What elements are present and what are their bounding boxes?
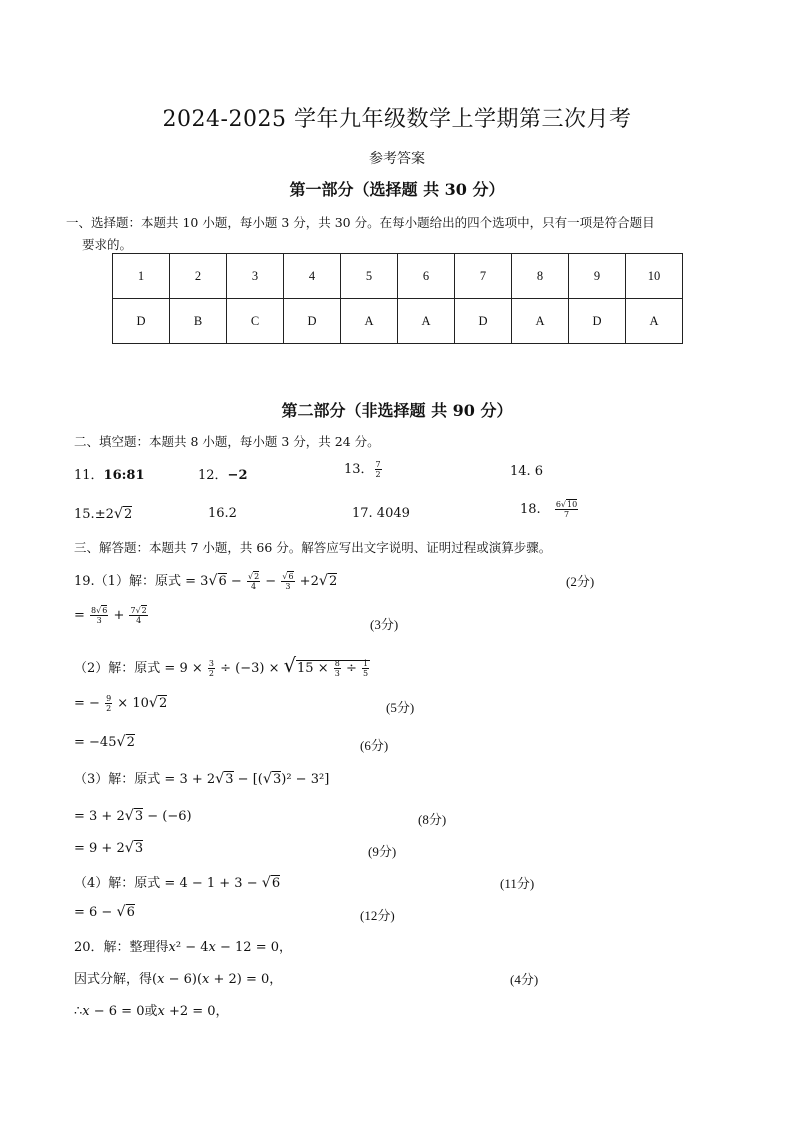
table-cell-number: 2 — [170, 254, 227, 299]
q19-part2-score-6: (6分) — [360, 738, 389, 753]
answer-13: 13． $\frac{7}{2}$ — [344, 460, 381, 479]
answer-17: 17. 4049 — [352, 506, 410, 521]
table-cell-number: 5 — [341, 254, 398, 299]
q19-part3-line1: （3）解：原式 = 3 + 2√3 − [(√3)² − 3²] — [74, 771, 330, 787]
table-cell-answer: A — [398, 299, 455, 344]
table-cell-answer: D — [284, 299, 341, 344]
table-cell-answer: D — [113, 299, 170, 344]
q19-part2-line3: = −45√2 — [74, 734, 135, 750]
table-cell-answer: C — [227, 299, 284, 344]
table-cell-number: 4 — [284, 254, 341, 299]
q19-part3-line2: = 3 + 2√3 − (−6) — [74, 808, 192, 824]
table-cell-number: 3 — [227, 254, 284, 299]
q19-part2-line2: = − $\frac{9}{2}$ × 10√2 — [74, 694, 168, 713]
answer-13-fraction: $\frac{7}{2}$ — [375, 460, 381, 479]
part1-instruction-line2: 要求的。 — [82, 237, 133, 252]
table-cell-answer: A — [341, 299, 398, 344]
q19-part1-score-2: (2分) — [566, 574, 595, 589]
q19-part3-score-9: (9分) — [368, 844, 397, 859]
page-title: 2024-2025 学年九年级数学上学期第三次月考 — [162, 107, 632, 132]
solve-instruction: 三、解答题：本题共 7 小题，共 66 分。解答应写出文字说明、证明过程或演算步骤。 — [74, 540, 552, 555]
q19-part1-line2: = $\frac{8√6}{3}$ + $\frac{7√2}{4}$ — [74, 606, 147, 625]
table-cell-number: 9 — [569, 254, 626, 299]
table-cell-answer: B — [170, 299, 227, 344]
answer-15: 15.±2√2 — [74, 506, 133, 522]
fill-instruction: 二、填空题：本题共 8 小题，每小题 3 分，共 24 分。 — [74, 434, 380, 449]
q20-line2: 因式分解，得(x − 6)(x + 2) = 0， — [74, 972, 283, 987]
table-cell-number: 10 — [626, 254, 683, 299]
q19-part4-line2: = 6 − √6 — [74, 904, 135, 920]
q19-part2-score-5: (5分) — [386, 700, 415, 715]
table-cell-answer: D — [455, 299, 512, 344]
q19-part3-score-8: (8分) — [418, 812, 447, 827]
table-row-numbers — [113, 254, 683, 299]
table-cell-number: 1 — [113, 254, 170, 299]
q19-part2-line1: （2）解：原式 = 9 × $\frac{3}{2}$ ÷ (−3) × √15 × $\frac{8}{3}$ ÷ $\frac{1}{5}$ — [74, 654, 369, 678]
q19-part3-line3: = 9 + 2√3 — [74, 840, 144, 856]
answer-11: 11．16:81 — [74, 468, 145, 483]
q19-part1-line1: 19.（1）解：原式 = 3√6 − $\frac{√2}{4}$ − $\frac{√6}{3}$ +2√2 — [74, 572, 338, 591]
q19-part1-score-3: (3分) — [370, 617, 399, 632]
page-subtitle: 参考答案 — [369, 151, 425, 167]
answer-12-value: −2 — [227, 468, 248, 483]
table-row-answers — [113, 299, 683, 344]
q20-line1: 20．解：整理得x² − 4x − 12 = 0， — [74, 940, 293, 955]
answer-16: 16.2 — [208, 506, 237, 521]
table-cell-number: 8 — [512, 254, 569, 299]
answer-14: 14. 6 — [510, 464, 544, 479]
answer-12: 12．−2 — [198, 468, 248, 483]
part1-heading: 第一部分（选择题 共 30 分） — [289, 180, 505, 199]
choice-answer-table — [112, 253, 683, 344]
table-cell-answer: A — [626, 299, 683, 344]
table-cell-number: 6 — [398, 254, 455, 299]
table-cell-answer: A — [512, 299, 569, 344]
q19-part4-line1: （4）解：原式 = 4 − 1 + 3 − √6 — [74, 875, 281, 891]
q20-score-4: (4分) — [510, 972, 539, 987]
q20-line3: ∴x − 6 = 0或x +2 = 0， — [74, 1004, 229, 1019]
part1-instruction-line1: 一、选择题：本题共 10 小题，每小题 3 分，共 30 分。在每小题给出的四个选项中，只有一项是符合题目 — [66, 215, 655, 230]
part2-heading: 第二部分（非选择题 共 90 分） — [281, 401, 513, 420]
q19-part4-score-11: (11分) — [500, 876, 535, 891]
answer-11-value: 16:81 — [103, 468, 145, 483]
answer-18: 18. $\frac{6√10}{7}$ — [520, 500, 578, 519]
answer-18-fraction: $\frac{6√10}{7}$ — [555, 500, 578, 519]
table-cell-answer: D — [569, 299, 626, 344]
table-cell-number: 7 — [455, 254, 512, 299]
q19-part4-score-12: (12分) — [360, 908, 395, 923]
